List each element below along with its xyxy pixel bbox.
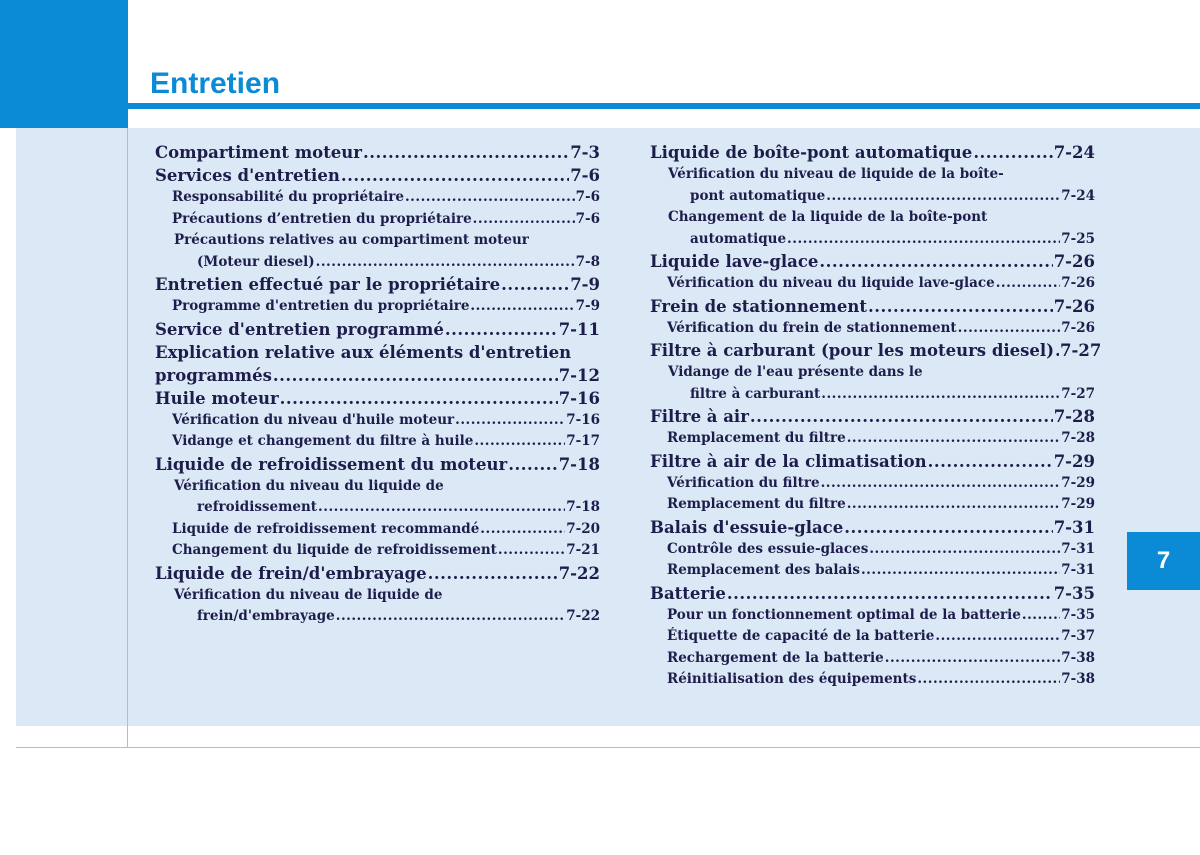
toc-entry[interactable]: Liquide lave-glace ..... 7-26 [650, 250, 1095, 273]
toc-subentry[interactable]: Rechargement de la batterie ..... 7-38 [650, 648, 1095, 670]
toc-entry[interactable]: Frein de stationnement ..... 7-26 [650, 295, 1095, 318]
toc-subentry[interactable]: Étiquette de capacité de la batterie ..... 7-37 [650, 626, 1095, 648]
toc-subentry[interactable]: Pour un fonctionnement optimal de la batterie ..... 7-35 [650, 605, 1095, 627]
toc-entry[interactable]: Batterie ..... 7-35 [650, 582, 1095, 605]
toc-column-left [155, 141, 600, 628]
toc-entry[interactable]: Filtre à air de la climatisation ..... 7-29 [650, 450, 1095, 473]
toc-entry[interactable]: Filtre à air ..... 7-28 [650, 405, 1095, 428]
corner-color-block [0, 0, 128, 128]
toc-entry[interactable]: Liquide de frein/d'embrayage ..... 7-22 [155, 562, 600, 585]
toc-subentry-continuation[interactable]: (Moteur diesel) ..... 7-8 [155, 252, 600, 274]
toc-subentry-continuation[interactable]: refroidissement ..... 7-18 [155, 497, 600, 519]
toc-entry[interactable]: Services d'entretien ..... 7-6 [155, 164, 600, 187]
toc-entry[interactable]: Huile moteur ..... 7-16 [155, 387, 600, 410]
chapter-tab[interactable]: 7 [1127, 532, 1200, 590]
toc-entry[interactable]: Balais d'essuie-glace ..... 7-31 [650, 516, 1095, 539]
toc-subentry-continuation[interactable]: frein/d'embrayage ..... 7-22 [155, 606, 600, 628]
toc-subentry-continuation[interactable]: pont automatique ..... 7-24 [650, 186, 1095, 208]
toc-subentry-continuation[interactable]: automatique ..... 7-25 [650, 229, 1095, 251]
toc-entry-heading[interactable]: Explication relative aux éléments d'entretien [155, 342, 572, 362]
toc-entry[interactable]: Entretien effectué par le propriétaire ..... 7-9 [155, 273, 600, 296]
title-underline [128, 103, 1200, 109]
toc-subentry[interactable]: Remplacement du filtre ..... 7-29 [650, 494, 1095, 516]
toc-subentry-heading[interactable]: Vidange de l'eau présente dans le [668, 364, 923, 380]
toc-subentry[interactable]: Contrôle des essuie-glaces ..... 7-31 [650, 539, 1095, 561]
toc-subentry-heading[interactable]: Vérification du niveau de liquide de la boîte- [668, 166, 1004, 182]
toc-subentry-continuation[interactable]: filtre à carburant ..... 7-27 [650, 384, 1095, 406]
toc-entry[interactable]: Liquide de refroidissement du moteur ..... 7-18 [155, 453, 600, 476]
toc-entry-continuation[interactable]: programmés ..... 7-12 [155, 364, 600, 387]
toc-subentry-heading[interactable]: Changement de la liquide de la boîte-pont [668, 209, 988, 225]
toc-subentry[interactable]: Responsabilité du propriétaire ..... 7-6 [155, 187, 600, 209]
toc-subentry[interactable]: Vérification du frein de stationnement ..... 7-26 [650, 318, 1095, 340]
toc-entry[interactable]: Filtre à carburant (pour les moteurs diesel) ..... 7-27 [650, 339, 1095, 362]
toc-subentry[interactable]: Vérification du niveau d'huile moteur ..... 7-16 [155, 410, 600, 432]
toc-subentry[interactable]: Remplacement des balais ..... 7-31 [650, 560, 1095, 582]
toc-subentry-heading[interactable]: Précautions relatives au compartiment moteur [174, 232, 529, 248]
toc-entry[interactable]: Service d'entretien programmé ..... 7-11 [155, 318, 600, 341]
toc-subentry[interactable]: Précautions d’entretien du propriétaire ..... 7-6 [155, 209, 600, 231]
margin-rule-horizontal [16, 747, 1200, 748]
toc-subentry[interactable]: Vidange et changement du filtre à huile ..... 7-17 [155, 431, 600, 453]
toc-entry[interactable]: Compartiment moteur ..... 7-3 [155, 141, 600, 164]
toc-subentry[interactable]: Programme d'entretien du propriétaire ..... 7-9 [155, 296, 600, 318]
toc-column-right [650, 141, 1102, 691]
margin-rule-vertical [127, 128, 128, 748]
toc-subentry[interactable]: Changement du liquide de refroidissement ..... 7-21 [155, 540, 600, 562]
toc-subentry[interactable]: Liquide de refroidissement recommandé ..... 7-20 [155, 519, 600, 541]
toc-subentry-heading[interactable]: Vérification du niveau du liquide de [174, 477, 444, 494]
toc-subentry[interactable]: Remplacement du filtre ..... 7-28 [650, 428, 1095, 450]
toc-subentry[interactable]: Vérification du niveau du liquide lave-glace ..... 7-26 [650, 273, 1095, 295]
toc-entry[interactable]: Liquide de boîte-pont automatique ..... 7-24 [650, 141, 1095, 164]
toc-subentry-heading[interactable]: Vérification du niveau de liquide de [174, 586, 443, 603]
page-title: Entretien [150, 67, 281, 100]
toc-subentry[interactable]: Réinitialisation des équipements ..... 7-38 [650, 669, 1095, 691]
toc-subentry[interactable]: Vérification du filtre ..... 7-29 [650, 473, 1095, 495]
